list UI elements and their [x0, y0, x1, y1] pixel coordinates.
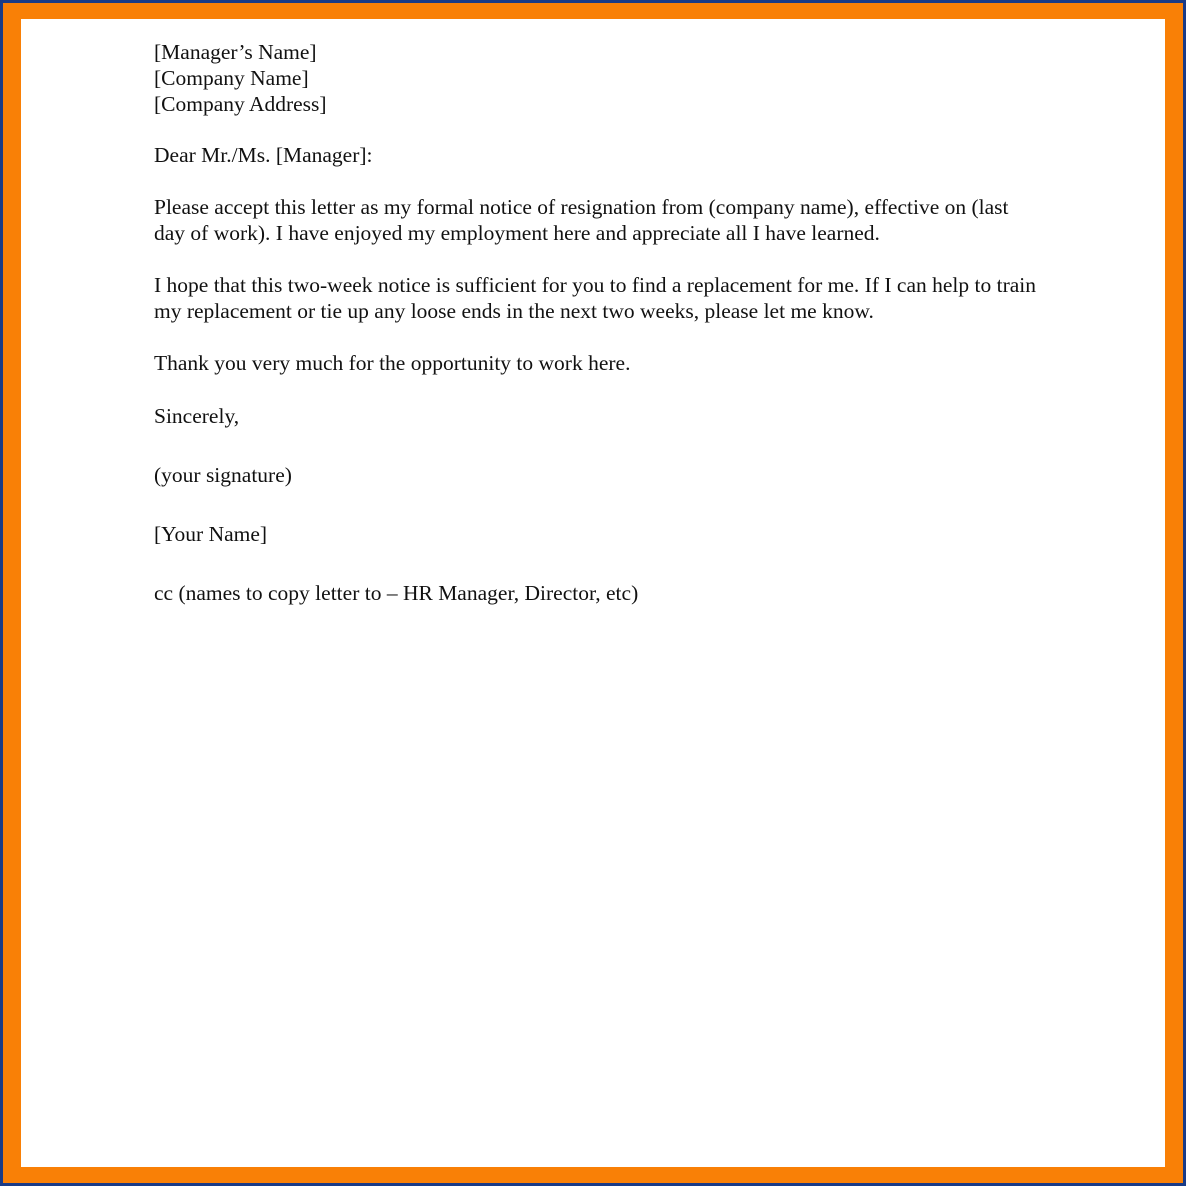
letter-page: [21, 19, 1165, 1167]
cc-line: cc (names to copy letter to – HR Manager, Director, etc): [154, 581, 639, 605]
company-name: [Company Name]: [154, 66, 309, 90]
body-paragraph-2: I hope that this two-week notice is sufficient for you to find a replacement for me. If I can help to train my replacement or tie up any loose ends in the next two weeks, please let me know.: [154, 273, 1037, 323]
manager-name: [Manager’s Name]: [154, 40, 317, 64]
signature-placeholder: (your signature): [154, 463, 292, 487]
greeting: Dear Mr./Ms. [Manager]:: [154, 143, 373, 167]
body-paragraph-1: Please accept this letter as my formal notice of resignation from (company name), effective on (last day of work). I have enjoyed my employment here and appreciate all I have learned.: [154, 195, 1009, 245]
recipient-address: [154, 39, 1054, 117]
resignation-letter: [154, 39, 1054, 606]
company-address: [Company Address]: [154, 92, 327, 116]
closing: Sincerely,: [154, 404, 240, 428]
your-name: [Your Name]: [154, 522, 268, 546]
body-paragraph-3: Thank you very much for the opportunity to work here.: [154, 351, 631, 375]
